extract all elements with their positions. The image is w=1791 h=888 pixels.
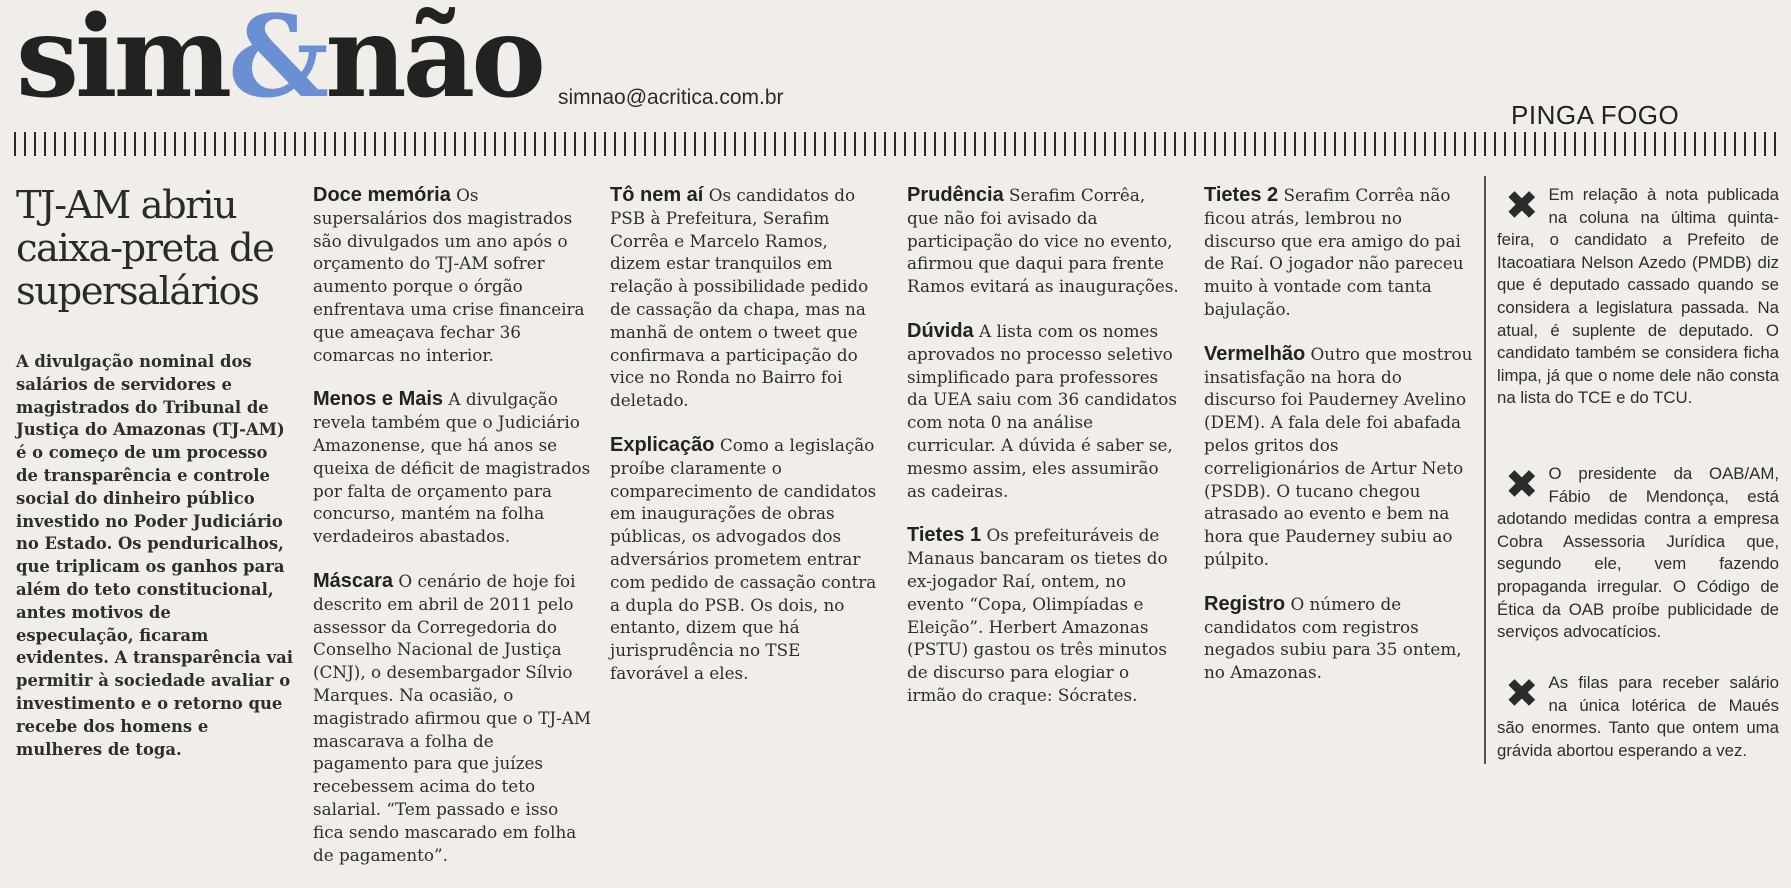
pinga-fogo-text: Em relação à nota publicada na coluna na última quinta-feira, o candidato a Prefeito de Itacoatiara Nelson Azedo (PMDB) diz que é deputado cassado quando se considera a legislatura passada. Na atual, é suplente de deputado. O candidato também se considera ficha limpa, já que o nome dele não consta na lista do TCE e do TCU.	[1497, 185, 1779, 408]
note-text: Os prefeituráveis de Manaus bancaram os tietes do ex-jogador Raí, ontem, no evento “Copa, Olimpíadas e Eleição”. Herbert Amazonas (PSTU) gastou os três minutos de discurso para elogiar o irmão do craque: Sócrates.	[907, 525, 1168, 705]
decorative-tick-rule	[14, 132, 1776, 156]
note-paragraph	[1204, 184, 1476, 321]
note-title: Máscara	[313, 569, 394, 592]
note-title: Registro	[1204, 592, 1286, 615]
note-title: Dúvida	[907, 319, 974, 342]
note-text: Os supersalários dos magistrados são divulgados um ano após o orçamento do TJ-AM sofrer aumento porque o órgão enfrentava uma crise financeira que ameaçava fechar 36 comarcas no interior.	[313, 185, 585, 365]
article-headline: TJ-AM abriu caixa-preta de supersalários	[16, 183, 274, 314]
note-text: A lista com os nomes aprovados no processo seletivo simplificado para professores da UEA saiu com 36 candidatos com nota 0 na análise curricular. A dúvida é saber se, mesmo assim, eles assumirão as cadeiras.	[907, 320, 1178, 501]
note-text: O número de candidatos com registros negados subiu para 35 ontem, no Amazonas.	[1204, 593, 1462, 683]
note-text: Os candidatos do PSB à Prefeitura, Serafim Corrêa e Marcelo Ramos, dizem estar tranquilos em relação à possibilidade pedido de cassação da chapa, mas na manhã de ontem o tweet que confirmava a participação do vice no Ronda no Bairro foi deletado.	[610, 185, 869, 411]
note-paragraph	[610, 434, 882, 685]
text-column-5	[1204, 184, 1476, 706]
pinga-fogo-item	[1497, 463, 1779, 644]
note-paragraph	[313, 388, 593, 548]
pinga-fogo-text: O presidente da OAB/AM, Fábio de Mendonça, está adotando medidas contra a empresa Cobra Assessoria Jurídica que, segundo ele, vem fazendo propaganda irregular. O Código de Ética da OAB proíbe publicidade de serviços advocatícios.	[1497, 464, 1779, 642]
note-title: Vermelhão	[1204, 342, 1306, 365]
pinga-fogo-text: As filas para receber salário na única lotérica de Maués são enormes. Tanto que ontem uma grávida abortou esperando a vez.	[1497, 673, 1779, 760]
note-text: Outro que mostrou insatisfação na hora do discurso foi Pauderney Avelino (DEM). A fala dele foi abafada pelos gritos dos correligionários de Artur Neto (PSDB). O tucano chegou atrasado ao evento e bem na hora que Pauderney subiu ao púlpito.	[1204, 343, 1473, 569]
note-title: Tietes 2	[1204, 184, 1279, 206]
note-paragraph	[313, 184, 593, 366]
note-title: Tietes 1	[907, 524, 982, 547]
note-text: Serafim Corrêa não ficou atrás, lembrou no discurso que era amigo do pai de Raí. O jogador não pareceu muito à vontade com tanta bajulação.	[1204, 185, 1464, 319]
note-paragraph	[907, 320, 1179, 502]
note-paragraph	[907, 524, 1179, 706]
pinga-fogo-item	[1497, 184, 1779, 410]
note-text: Como a legislação proíbe claramente o comparecimento de candidatos em inaugurações de obras públicas, os advogados dos adversários prometem entrar com pedido de cassação contra a dupla do PSB. Os dois, no entanto, dizem que há jurisprudência no TSE favorável a eles.	[610, 434, 877, 683]
article-lead: A divulgação nominal dos salários de servidores e magistrados do Tribunal de Justiça do Amazonas (TJ-AM) é o começo de um processo de transparência e controle social do dinheiro público investido no Poder Judiciário no Estado. Os penduricalhos, que triplicam os ganhos para além do teto constitucional, antes motivos de especulação, ficaram evidentes. A transparência vai permitir à sociedade avaliar o investimento e o retorno que recebe dos homens e mulheres de toga.	[16, 352, 293, 759]
note-paragraph	[1204, 343, 1476, 571]
note-paragraph	[1204, 593, 1476, 684]
note-title: Doce memória	[313, 184, 451, 206]
column-logo	[16, 0, 542, 123]
contact-email[interactable]: simnao@acritica.com.br	[558, 86, 784, 109]
note-text: O cenário de hoje foi descrito em abril de 2011 pelo assessor da Corregedoria do Conselho Nacional de Justiça (CNJ), o desembargador Sílvio Marques. Na ocasião, o magistrado afirmou que o TJ-AM mascarava a folha de pagamento para que juízes recebessem acima do teto salarial. “Tem passado e isso fica sendo mascarado em folha de pagamento”.	[313, 570, 592, 865]
text-column-4	[907, 184, 1179, 729]
note-title: Prudência	[907, 184, 1004, 206]
text-column-2	[313, 184, 593, 888]
x-mark-icon: ✖	[1505, 671, 1539, 717]
note-paragraph	[313, 570, 593, 866]
note-paragraph	[610, 184, 882, 412]
section-label-pinga-fogo: PINGA FOGO	[1511, 100, 1680, 130]
note-title: Tô nem aí	[610, 184, 704, 206]
logo-nao: não	[325, 0, 542, 123]
logo-sim: sim	[16, 0, 229, 123]
pinga-fogo-divider	[1484, 176, 1486, 764]
note-title: Menos e Mais	[313, 388, 444, 411]
text-column-3	[610, 184, 882, 707]
note-paragraph	[907, 184, 1179, 298]
note-title: Explicação	[610, 433, 715, 456]
note-text: A divulgação revela também que o Judiciário Amazonense, que há anos se queixa de déficit de magistrados por falta de orçamento para concurso, mantém na folha verdadeiros abastados.	[313, 389, 591, 547]
logo-ampersand: &	[228, 0, 326, 123]
note-text: Serafim Corrêa, que não foi avisado da participação do vice no evento, afirmou que daqui para frente Ramos evitará as inaugurações.	[907, 185, 1179, 297]
x-mark-icon: ✖	[1505, 462, 1539, 508]
pinga-fogo-item	[1497, 672, 1779, 762]
x-mark-icon: ✖	[1505, 183, 1539, 229]
